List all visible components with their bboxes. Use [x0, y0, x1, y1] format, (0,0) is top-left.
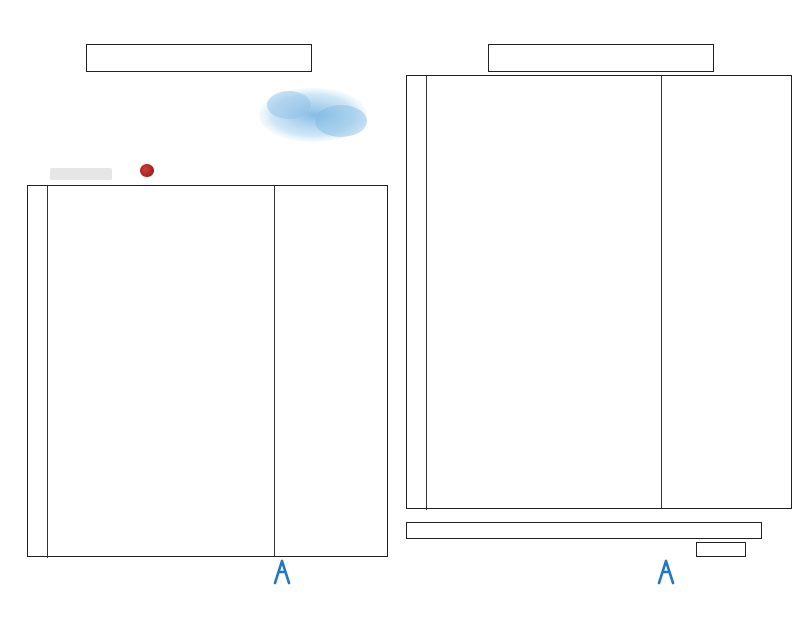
company-logo — [656, 559, 796, 587]
survey-page-1 — [0, 0, 398, 622]
answer-column-divider — [274, 186, 275, 556]
thanks-watercolor-logo — [259, 85, 371, 143]
page-title — [488, 44, 714, 72]
reason-answer-box — [406, 522, 762, 539]
survey-page-2 — [402, 0, 800, 622]
company-logo-icon — [272, 559, 292, 585]
customer-name-row — [46, 168, 378, 183]
customer-name-redacted — [50, 168, 112, 180]
survey-table-page-2 — [406, 75, 792, 509]
section-sidebar — [407, 76, 427, 510]
survey-table-page-1 — [27, 185, 388, 557]
section-sidebar — [28, 186, 48, 558]
company-logo — [272, 559, 412, 587]
seal-stamp — [140, 164, 154, 177]
page-title — [86, 44, 312, 72]
answer-column-divider — [661, 76, 662, 508]
score-box — [696, 542, 746, 557]
company-logo-icon — [656, 559, 676, 585]
